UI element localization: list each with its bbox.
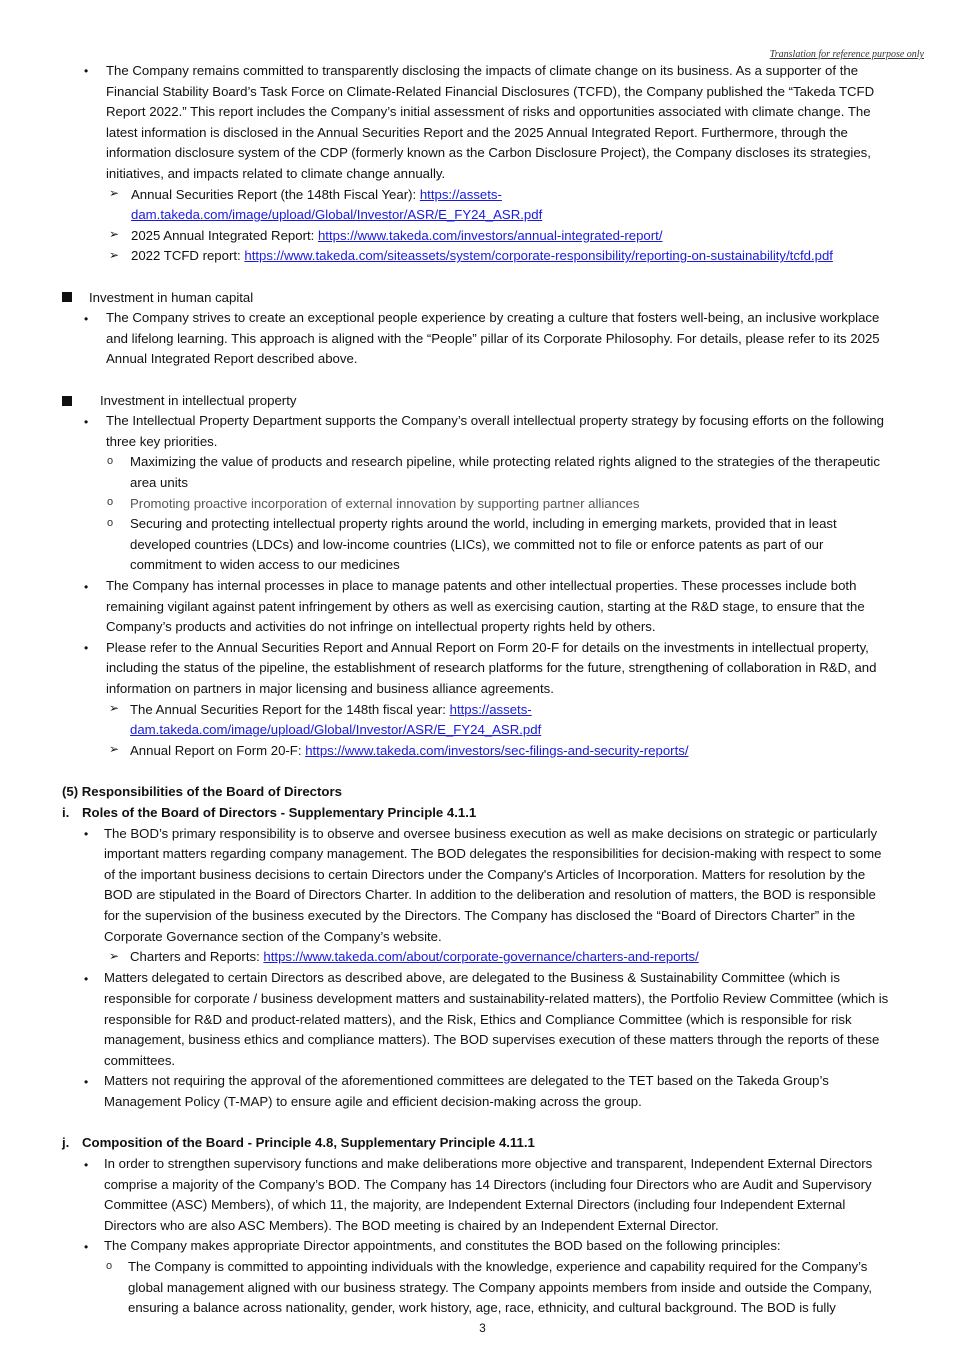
reference-label: Annual Report on Form 20-F: bbox=[130, 742, 306, 758]
section-heading: Investment in intellectual property bbox=[100, 392, 297, 408]
bullet-icon: • bbox=[84, 972, 89, 986]
paragraph-line: The Company is committed to appointing individuals with the knowledge, experience and capability required for the Company’s bbox=[128, 1259, 868, 1274]
paragraph-line: and lifelong learning. This approach is aligned with the “People” pillar of its Corporate Philosophy. For details, please refer to its 2025 bbox=[106, 330, 880, 346]
paragraph-line: The Company strives to create an exceptional people experience by creating a culture that fosters well-being, an inclusive workplace bbox=[106, 310, 880, 326]
arrow-bullet-icon: ➢ bbox=[109, 227, 120, 241]
circle-bullet-icon: o bbox=[106, 1260, 113, 1272]
bullet-icon: • bbox=[84, 827, 89, 841]
asr-link-cont[interactable]: dam.takeda.com/image/upload/Global/Investor/ASR/E_FY24_ASR.pdf bbox=[131, 207, 543, 223]
arrow-bullet-icon: ➢ bbox=[109, 742, 120, 756]
section-heading: Investment in human capital bbox=[89, 289, 254, 305]
paragraph-line: for the supervision of the business executed by the Directors. The Company has disclosed the “Board of Directors Charter” in the bbox=[104, 908, 856, 923]
paragraph-line: The Intellectual Property Department supports the Company’s overall intellectual property strategy by focusing efforts on the following bbox=[106, 413, 884, 429]
bullet-icon: • bbox=[84, 312, 89, 326]
section-title: (5) Responsibilities of the Board of Directors bbox=[62, 784, 342, 800]
arrow-bullet-icon: ➢ bbox=[109, 248, 120, 262]
paragraph-line: initiatives, and impacts related to climate change annually. bbox=[106, 166, 446, 181]
reference-item bbox=[131, 185, 502, 206]
arrow-bullet-icon: ➢ bbox=[109, 949, 120, 963]
paragraph-line: important matters regarding company management. The BOD delegates the responsibilities for decision-making with respect to some bbox=[104, 846, 882, 862]
circle-bullet-icon: o bbox=[107, 517, 114, 529]
bullet-icon: • bbox=[84, 415, 89, 429]
arrow-bullet-icon: ➢ bbox=[109, 186, 120, 200]
paragraph-line: developed countries (LDCs) and low-income countries (LICs), we committed not to file or enforce patents as part of our bbox=[130, 536, 824, 552]
paragraph-line: The Company makes appropriate Director appointments, and constitutes the BOD based on the following principles: bbox=[104, 1238, 781, 1254]
integrated-report-link[interactable]: https://www.takeda.com/investors/annual-integrated-report/ bbox=[317, 227, 663, 243]
paragraph-line: committees. bbox=[104, 1052, 176, 1068]
paragraph-line: Matters not requiring the approval of the aforementioned committees are delegated to the TET based on the Takeda Group’s bbox=[104, 1073, 829, 1089]
charters-reports-link[interactable]: https://www.takeda.com/about/corporate-governance/charters-and-reports/ bbox=[263, 949, 699, 965]
paragraph-line: Maximizing the value of products and research pipeline, while protecting related rights aligned to the strategies of the therapeutic bbox=[130, 454, 880, 470]
subsection-title: Roles of the Board of Directors - Supplementary Principle 4.1.1 bbox=[82, 805, 477, 820]
subsection-marker: i. bbox=[62, 805, 70, 820]
asr-link[interactable]: https://assets- bbox=[419, 186, 502, 202]
bullet-icon: • bbox=[84, 64, 89, 78]
page-number: 3 bbox=[479, 1321, 486, 1335]
paragraph-line: Management Policy (T-MAP) to ensure agile and efficient decision-making across the group. bbox=[104, 1094, 642, 1109]
paragraph-line: comprise a majority of the Company’s BOD. The Company has 14 Directors (including four Directors who are Audit and Supervisory bbox=[104, 1176, 872, 1192]
paragraph-line: Please refer to the Annual Securities Report and Annual Report on Form 20-F for details on the investments in intellectual property, bbox=[106, 639, 869, 655]
paragraph-line: The BOD’s primary responsibility is to observe and oversee business execution as well as make decisions on strategic or particularly bbox=[104, 825, 878, 841]
reference-label: Annual Securities Report (the 148th Fiscal Year): bbox=[131, 186, 420, 202]
paragraph-line: Corporate Governance section of the Company’s website. bbox=[104, 928, 442, 944]
paragraph-line: three key priorities. bbox=[106, 433, 218, 449]
paragraph-line: Committee (ASC) Members), of which 11, the majority, are Independent External Directors (including four Independent External bbox=[104, 1197, 846, 1213]
paragraph-line: BOD are stipulated in the Board of Directors Charter. In addition to the deliberation and resolution of matters, the BOD is responsible bbox=[104, 887, 876, 903]
reference-item bbox=[130, 947, 699, 968]
paragraph-line: Company’s products and activities do not infringe on intellectual property rights held by others. bbox=[106, 619, 656, 635]
paragraph-line: responsible for R&D and product-related matters), and the Risk, Ethics and Compliance Committee (which is responsible for risk bbox=[104, 1011, 852, 1027]
paragraph-line: Securing and protecting intellectual property rights around the world, including in emerging markets, provided that in least bbox=[130, 516, 837, 532]
circle-bullet-icon: o bbox=[107, 455, 114, 467]
paragraph-line: including the status of the pipeline, the establishment of research platforms for the future, strengthening of collaboration in R&D, and bbox=[106, 660, 877, 676]
asr-link[interactable]: https://assets- bbox=[449, 701, 532, 717]
paragraph-line: Annual Integrated Report described above. bbox=[106, 351, 358, 367]
paragraph-line: responsible for corporate / business development matters and sustainability-related matters), the Portfolio Review Committee (which is bbox=[104, 991, 889, 1006]
paragraph-line: ensuring a balance across nationality, gender, work history, age, race, ethnicity, and cultural background. The BOD is fully bbox=[128, 1300, 836, 1316]
reference-label: 2025 Annual Integrated Report: bbox=[131, 227, 318, 243]
reference-item bbox=[131, 246, 833, 267]
form-20f-link[interactable]: https://www.takeda.com/investors/sec-filings-and-security-reports/ bbox=[305, 742, 689, 758]
paragraph-line: area units bbox=[130, 475, 188, 490]
paragraph-line: of the important business decisions to certain Directors under the Company's Articles of Incorporation. Matters for resolution by the bbox=[104, 866, 866, 882]
reference-label: Charters and Reports: bbox=[130, 949, 264, 965]
reference-label: 2022 TCFD report: bbox=[131, 248, 245, 264]
paragraph-line: management, business ethics and compliance matters). The BOD supervises execution of these matters through the reports of these bbox=[104, 1032, 880, 1048]
paragraph-line: remaining vigilant against patent infringement by others as well as exercising caution, starting at the R&D stage, to ensure that the bbox=[106, 598, 865, 614]
paragraph-line: The Company remains committed to transparently disclosing the impacts of climate change on its business. As a supporter of the bbox=[106, 63, 859, 78]
paragraph-line: In order to strengthen supervisory functions and make deliberations more objective and transparent, Independent External Directors bbox=[104, 1156, 873, 1171]
square-bullet-icon bbox=[62, 396, 72, 406]
paragraph-line: commitment to widen access to our medicines bbox=[130, 557, 400, 573]
translation-note: Translation for reference purpose only bbox=[769, 49, 924, 60]
bullet-icon: • bbox=[84, 580, 89, 594]
reference-label: The Annual Securities Report for the 148th fiscal year: bbox=[130, 701, 450, 717]
square-bullet-icon bbox=[62, 292, 72, 302]
subsection-marker: j. bbox=[62, 1135, 70, 1151]
bullet-icon: • bbox=[84, 1075, 89, 1089]
bullet-icon: • bbox=[84, 641, 89, 655]
asr-link-cont[interactable]: dam.takeda.com/image/upload/Global/Investor/ASR/E_FY24_ASR.pdf bbox=[130, 722, 542, 738]
reference-item-cont bbox=[131, 205, 542, 226]
reference-item-cont bbox=[130, 720, 541, 741]
paragraph-line: information on partners in major licensing and business alliance agreements. bbox=[106, 681, 554, 696]
reference-item bbox=[130, 700, 532, 721]
paragraph-line: The Company has internal processes in place to manage patents and other intellectual properties. These processes include both bbox=[106, 578, 857, 593]
subsection-title: Composition of the Board - Principle 4.8, Supplementary Principle 4.11.1 bbox=[82, 1135, 535, 1151]
paragraph-line: Matters delegated to certain Directors as described above, are delegated to the Business & Sustainability Committee (which is bbox=[104, 970, 840, 986]
paragraph-line: latest information is disclosed in the Annual Securities Report and the 2025 Annual Integrated Report. Furthermore, through the bbox=[106, 124, 848, 140]
paragraph-line: global management aligned with our business strategy. The Company appoints members from inside and outside the Company, bbox=[128, 1279, 873, 1295]
tcfd-report-link[interactable]: https://www.takeda.com/siteassets/system/corporate-responsibility/reporting-on-sustainability/tcfd.pdf bbox=[244, 248, 833, 264]
paragraph-line: Directors who are also ASC Members). The BOD meeting is chaired by an Independent External Director. bbox=[104, 1217, 719, 1233]
paragraph-line: Report 2022.” This report includes the Company’s initial assessment of risks and opportunities associated with climate change. The bbox=[106, 104, 871, 120]
bullet-icon: • bbox=[84, 1240, 89, 1254]
paragraph-line: Financial Stability Board’s Task Force on Climate-Related Financial Disclosures (TCFD), the Company published the “Takeda TCFD bbox=[106, 83, 875, 99]
bullet-icon: • bbox=[84, 1158, 89, 1172]
reference-item bbox=[131, 226, 662, 247]
reference-item bbox=[130, 741, 689, 762]
circle-bullet-icon: o bbox=[107, 496, 114, 508]
paragraph-line: Promoting proactive incorporation of external innovation by supporting partner alliances bbox=[130, 495, 640, 511]
arrow-bullet-icon: ➢ bbox=[109, 701, 120, 715]
paragraph-line: information disclosure system of the CDP (formerly known as the Carbon Disclosure Project), the Company discloses its strategies, bbox=[106, 145, 871, 161]
